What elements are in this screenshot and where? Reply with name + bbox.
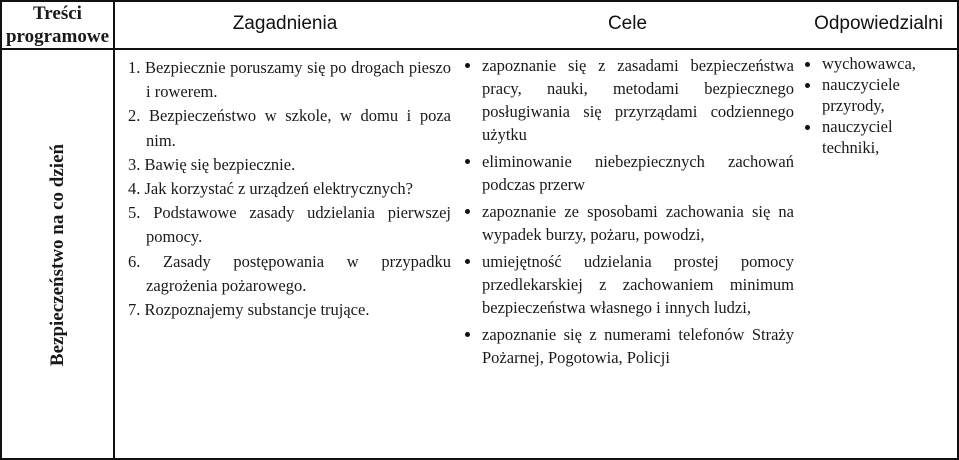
responsible-item: nauczyciel techniki, xyxy=(802,116,952,158)
topic-item: 5. Podstawowe zasady udzielania pierwszej pomocy. xyxy=(128,203,451,247)
topic-item: 4. Jak korzystać z urządzeń elektrycznych? xyxy=(128,179,413,199)
goal-item: zapoznanie ze sposobami zachowania się na wypadek burzy, pożaru, powodzi, xyxy=(462,200,794,246)
header-divider xyxy=(0,48,959,50)
section-title: Bezpieczeństwo na co dzień xyxy=(47,143,68,367)
table-border-top xyxy=(0,0,959,2)
topic-item: 1. Bezpiecznie poruszamy się po drogach pieszo i rowerem. xyxy=(128,58,451,102)
column-divider-1 xyxy=(113,0,115,460)
goal-item: eliminowanie niebezpiecznych zachowań podczas przerw xyxy=(462,150,794,196)
topic-item: 7. Rozpoznajemy substancje trujące. xyxy=(128,300,370,320)
topics-list xyxy=(128,56,451,322)
header-responsible: Odpowiedzialni xyxy=(814,13,943,34)
topic-item: 2. Bezpieczeństwo w szkole, w domu i poza nim. xyxy=(128,106,451,150)
responsible-list xyxy=(802,53,952,158)
goals-list xyxy=(462,54,794,373)
header-goals: Cele xyxy=(607,13,648,34)
responsible-item: wychowawca, xyxy=(802,53,952,74)
header-topics: Zagadnienia xyxy=(232,13,338,34)
goal-item: zapoznanie się z numerami telefonów Straży Pożarnej, Pogotowia, Policji xyxy=(462,323,794,369)
goal-item: umiejętność udzielania prostej pomocy przedlekarskiej z zachowaniem minimum bezpieczeństwa własnego i innych ludzi, xyxy=(462,250,794,319)
goal-item: zapoznanie się z zasadami bezpieczeństwa pracy, nauki, metodami bezpiecznego posługiwania się przyrządami codziennego użytku xyxy=(462,54,794,146)
topic-item: 3. Bawię się bezpiecznie. xyxy=(128,154,296,174)
topic-item: 6. Zasady postępowania w przypadku zagrożenia pożarowego. xyxy=(128,251,451,295)
section-title-cell xyxy=(2,50,113,458)
header-program-content: Treści programowe xyxy=(5,3,110,47)
responsible-item: nauczyciele przyrody, xyxy=(802,74,952,116)
